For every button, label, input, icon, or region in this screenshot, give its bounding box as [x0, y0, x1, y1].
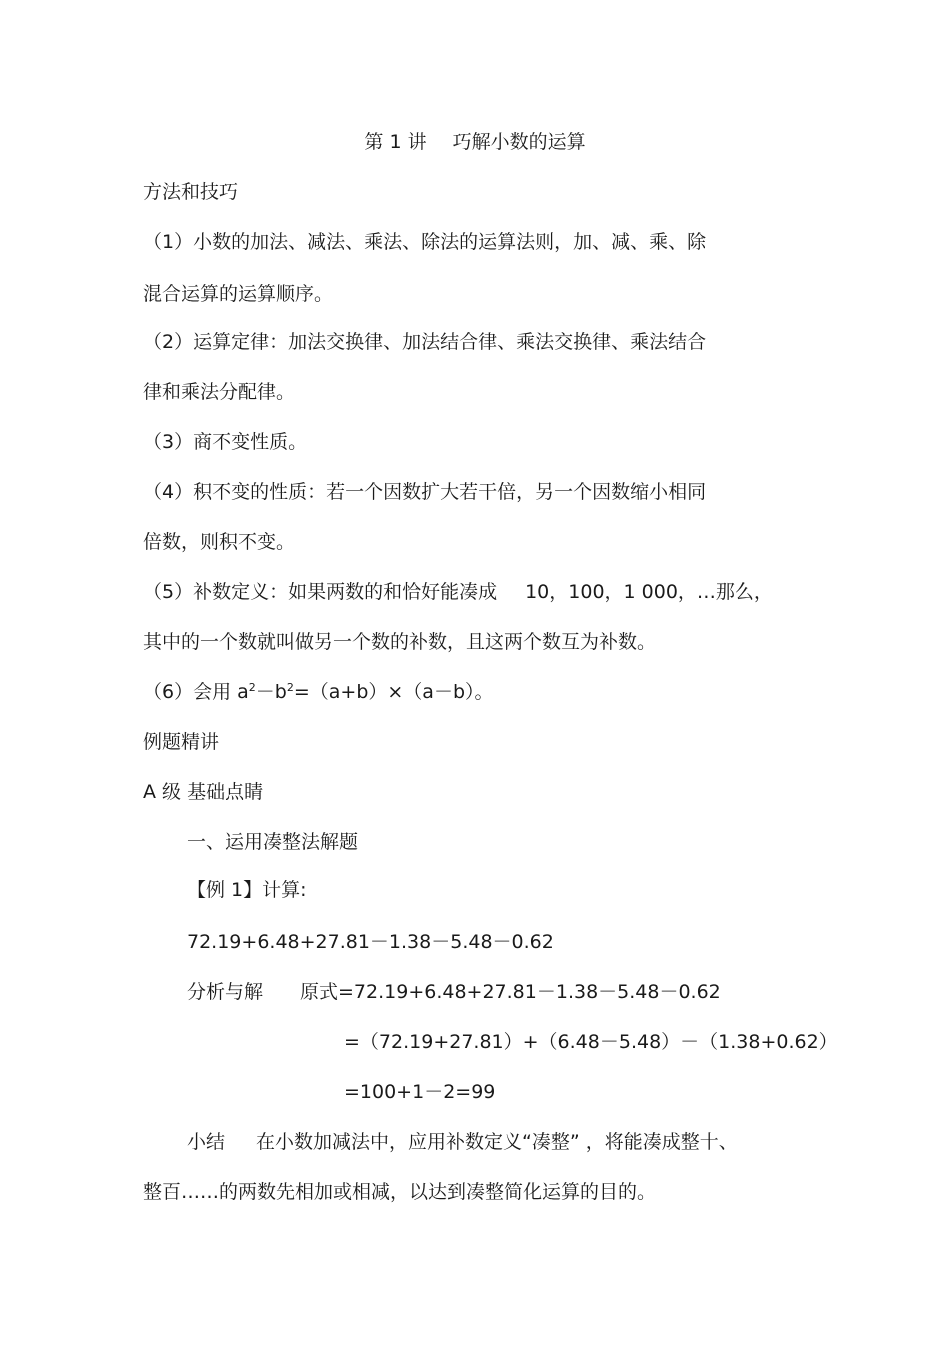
lecture-number: 第 1 讲 [364, 131, 427, 153]
item-6-prefix: （6）会用 a [143, 681, 249, 703]
item-5-numbers: 10，100，1 000，…那么， [525, 581, 773, 603]
exponent-1: 2 [248, 681, 256, 694]
subsection-heading-1: 一、运用凑整法解题 [187, 831, 359, 853]
item-5-line-1 [143, 580, 773, 604]
analysis-step-3: =100+1－2=99 [344, 1081, 496, 1103]
item-1-line-2: 混合运算的运算顺序。 [143, 283, 334, 305]
item-2-line-2: 律和乘法分配律。 [143, 381, 296, 403]
item-4-line-1: （4）积不变的性质：若一个因数扩大若干倍，另一个因数缩小相同 [143, 481, 707, 503]
analysis-step-1: 原式=72.19+6.48+27.81－1.38－5.48－0.62 [300, 981, 721, 1003]
lecture-topic: 巧解小数的运算 [452, 131, 586, 153]
example-1-expression: 72.19+6.48+27.81－1.38－5.48－0.62 [187, 931, 554, 953]
item-6-suffix: =（a+b）×（a－b）。 [293, 681, 494, 703]
analysis-step-2: =（72.19+27.81）+（6.48－5.48）－（1.38+0.62） [344, 1031, 838, 1053]
item-5-text: （5）补数定义：如果两数的和恰好能凑成 [143, 581, 498, 603]
item-2-line-1: （2）运算定律：加法交换律、加法结合律、乘法交换律、乘法结合 [143, 331, 707, 353]
summary-line-1: 在小数加减法中，应用补数定义“凑整” ，将能凑成整十、 [256, 1131, 738, 1153]
section-heading-methods: 方法和技巧 [143, 181, 239, 203]
example-1-label: 【例 1】计算: [187, 879, 307, 901]
summary-line-2: 整百……的两数先相加或相减，以达到凑整简化运算的目的。 [143, 1181, 657, 1203]
exponent-2: 2 [286, 681, 294, 694]
section-heading-examples: 例题精讲 [143, 731, 220, 753]
item-5-line-2: 其中的一个数就叫做另一个数的补数，且这两个数互为补数。 [143, 631, 657, 653]
item-6-middle: －b [255, 681, 287, 703]
item-1-line-1: （1）小数的加法、减法、乘法、除法的运算法则，加、减、乘、除 [143, 231, 707, 253]
item-3: （3）商不变性质。 [143, 431, 308, 453]
level-a-heading: A 级 基础点睛 [143, 781, 264, 803]
analysis-label: 分析与解 [187, 981, 264, 1003]
item-6 [143, 680, 494, 704]
item-4-line-2: 倍数，则积不变。 [143, 531, 296, 553]
summary-label: 小结 [187, 1131, 226, 1153]
page-title [0, 130, 950, 154]
